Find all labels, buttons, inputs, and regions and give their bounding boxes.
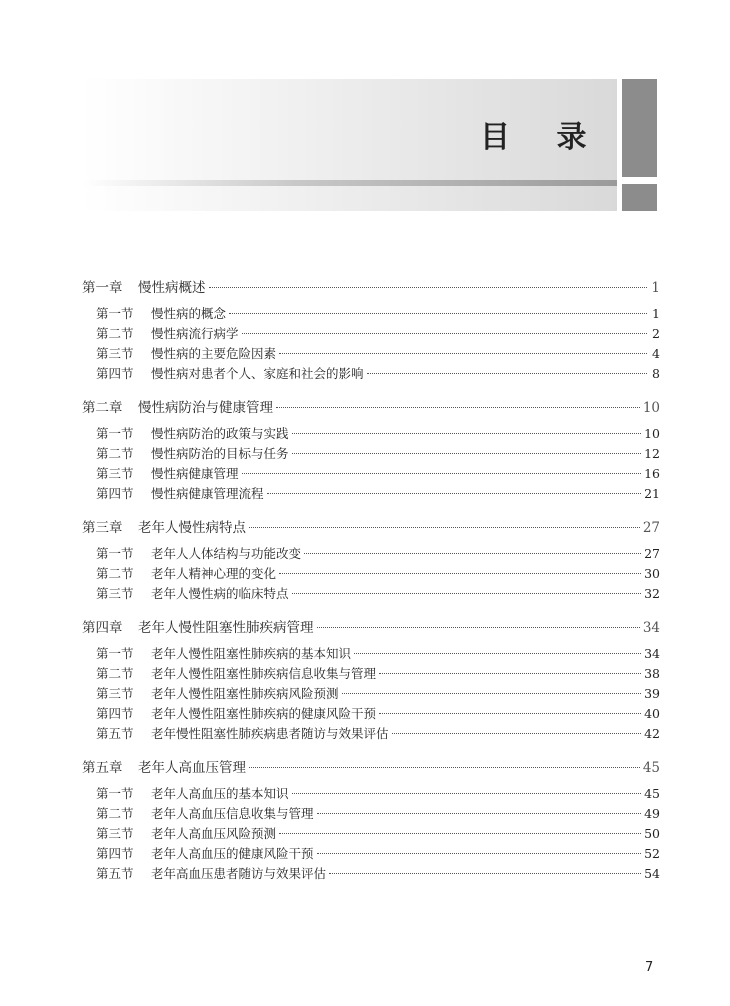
section-title: 老年人高血压的健康风险干预 xyxy=(151,846,314,861)
toc-section-row[interactable] xyxy=(82,804,660,824)
section-number: 第一节 xyxy=(96,546,134,561)
toc-chapter-row[interactable] xyxy=(82,618,660,638)
dot-leader xyxy=(229,313,647,314)
dot-leader xyxy=(379,713,641,714)
chapter-page: 34 xyxy=(642,620,660,636)
chapter-title: 老年人高血压管理 xyxy=(138,760,246,776)
section-title: 慢性病防治的目标与任务 xyxy=(151,446,289,461)
chapter-page: 27 xyxy=(642,520,660,536)
chapter-page: 1 xyxy=(651,280,660,296)
section-title: 慢性病健康管理流程 xyxy=(151,486,264,501)
dot-leader xyxy=(249,767,640,768)
section-number: 第四节 xyxy=(96,486,134,501)
header-stripe xyxy=(82,180,617,186)
section-number: 第五节 xyxy=(96,866,134,881)
section-page: 8 xyxy=(652,366,660,381)
dot-leader xyxy=(367,373,647,374)
toc-section-row[interactable] xyxy=(82,684,660,704)
section-page: 39 xyxy=(644,686,660,701)
toc-section-row[interactable] xyxy=(82,324,660,344)
dot-leader xyxy=(317,813,642,814)
section-page: 12 xyxy=(644,446,660,461)
toc-section-row[interactable] xyxy=(82,564,660,584)
dot-leader xyxy=(354,653,641,654)
section-page: 40 xyxy=(644,706,660,721)
chapter-page: 10 xyxy=(642,400,660,416)
section-number: 第五节 xyxy=(96,726,134,741)
section-number: 第二节 xyxy=(96,326,134,341)
section-title: 慢性病防治的政策与实践 xyxy=(151,426,289,441)
dot-leader xyxy=(392,733,642,734)
section-number: 第三节 xyxy=(96,686,134,701)
section-page: 50 xyxy=(644,826,660,841)
section-number: 第四节 xyxy=(96,846,134,861)
toc-section-row[interactable] xyxy=(82,484,660,504)
toc-section-row[interactable] xyxy=(82,644,660,664)
toc-section-row[interactable] xyxy=(82,784,660,804)
chapter-number: 第一章 xyxy=(82,280,123,296)
toc-chapter-row[interactable] xyxy=(82,758,660,778)
dot-leader xyxy=(267,493,642,494)
toc-section-row[interactable] xyxy=(82,864,660,884)
section-page: 4 xyxy=(652,346,660,361)
toc-section-row[interactable] xyxy=(82,584,660,604)
dot-leader xyxy=(292,793,642,794)
chapter-title: 慢性病防治与健康管理 xyxy=(138,400,273,416)
section-title: 老年人高血压的基本知识 xyxy=(151,786,289,801)
toc-section-row[interactable] xyxy=(82,364,660,384)
section-title: 慢性病的概念 xyxy=(151,306,227,321)
dot-leader xyxy=(317,627,640,628)
section-title: 老年人精神心理的变化 xyxy=(151,566,277,581)
dot-leader xyxy=(276,407,640,408)
section-title: 老年人慢性阻塞性肺疾病风险预测 xyxy=(151,686,339,701)
section-page: 16 xyxy=(644,466,660,481)
section-title: 慢性病对患者个人、家庭和社会的影响 xyxy=(151,366,364,381)
section-number: 第二节 xyxy=(96,566,134,581)
toc-section-row[interactable] xyxy=(82,464,660,484)
chapter-number: 第三章 xyxy=(82,520,123,536)
section-page: 49 xyxy=(644,806,660,821)
chapter-number: 第四章 xyxy=(82,620,123,636)
dot-leader xyxy=(292,593,642,594)
section-page: 27 xyxy=(644,546,660,561)
toc-section-row[interactable] xyxy=(82,704,660,724)
section-page: 1 xyxy=(652,306,660,321)
section-page: 45 xyxy=(644,786,660,801)
section-number: 第二节 xyxy=(96,666,134,681)
section-title: 老年人人体结构与功能改变 xyxy=(151,546,302,561)
dot-leader xyxy=(292,433,642,434)
toc-section-row[interactable] xyxy=(82,304,660,324)
page-title: 目 录 xyxy=(480,120,605,155)
section-number: 第一节 xyxy=(96,306,134,321)
toc-chapter-row[interactable] xyxy=(82,398,660,418)
section-page: 30 xyxy=(644,566,660,581)
toc-chapter-row[interactable] xyxy=(82,278,660,298)
chapter-title: 老年人慢性阻塞性肺疾病管理 xyxy=(138,620,314,636)
dot-leader xyxy=(317,853,642,854)
section-title: 老年人慢性阻塞性肺疾病的健康风险干预 xyxy=(151,706,377,721)
toc-section-row[interactable] xyxy=(82,824,660,844)
table-of-contents xyxy=(82,278,660,884)
section-title: 慢性病健康管理 xyxy=(151,466,239,481)
toc-section-row[interactable] xyxy=(82,664,660,684)
section-page: 21 xyxy=(644,486,660,501)
dot-leader xyxy=(292,453,642,454)
section-title: 慢性病流行病学 xyxy=(151,326,239,341)
dot-leader xyxy=(209,287,648,288)
section-number: 第二节 xyxy=(96,806,134,821)
section-page: 32 xyxy=(644,586,660,601)
section-page: 54 xyxy=(644,866,660,881)
dot-leader xyxy=(279,353,647,354)
section-page: 52 xyxy=(644,846,660,861)
section-number: 第三节 xyxy=(96,826,134,841)
section-number: 第一节 xyxy=(96,426,134,441)
toc-chapter-row[interactable] xyxy=(82,518,660,538)
toc-section-row[interactable] xyxy=(82,344,660,364)
dot-leader xyxy=(279,573,641,574)
toc-section-row[interactable] xyxy=(82,444,660,464)
section-title: 老年高血压患者随访与效果评估 xyxy=(151,866,327,881)
section-title: 老年慢性阻塞性肺疾病患者随访与效果评估 xyxy=(151,726,389,741)
section-title: 老年人慢性阻塞性肺疾病的基本知识 xyxy=(151,646,352,661)
section-title: 老年人慢性阻塞性肺疾病信息收集与管理 xyxy=(151,666,377,681)
section-page: 2 xyxy=(652,326,660,341)
section-title: 老年人慢性病的临床特点 xyxy=(151,586,289,601)
chapter-page: 45 xyxy=(642,760,660,776)
section-number: 第一节 xyxy=(96,646,134,661)
section-page: 10 xyxy=(644,426,660,441)
section-number: 第一节 xyxy=(96,786,134,801)
section-number: 第二节 xyxy=(96,446,134,461)
dot-leader xyxy=(329,873,641,874)
dot-leader xyxy=(379,673,641,674)
toc-section-row[interactable] xyxy=(82,724,660,744)
dot-leader xyxy=(279,833,641,834)
chapter-title: 慢性病概述 xyxy=(138,280,206,296)
section-number: 第四节 xyxy=(96,366,134,381)
section-page: 34 xyxy=(644,646,660,661)
toc-section-row[interactable] xyxy=(82,544,660,564)
dot-leader xyxy=(304,553,641,554)
header-block-bottom xyxy=(622,184,657,211)
dot-leader xyxy=(242,333,647,334)
section-title: 老年人高血压信息收集与管理 xyxy=(151,806,314,821)
chapter-title: 老年人慢性病特点 xyxy=(138,520,246,536)
chapter-number: 第五章 xyxy=(82,760,123,776)
section-page: 38 xyxy=(644,666,660,681)
dot-leader xyxy=(242,473,642,474)
dot-leader xyxy=(342,693,642,694)
section-number: 第三节 xyxy=(96,586,134,601)
section-page: 42 xyxy=(644,726,660,741)
dot-leader xyxy=(249,527,640,528)
header-block-top xyxy=(622,79,657,177)
section-number: 第三节 xyxy=(96,346,134,361)
section-title: 慢性病的主要危险因素 xyxy=(151,346,277,361)
toc-section-row[interactable] xyxy=(82,424,660,444)
section-number: 第四节 xyxy=(96,706,134,721)
page-number: 7 xyxy=(645,960,654,975)
section-title: 老年人高血压风险预测 xyxy=(151,826,277,841)
chapter-number: 第二章 xyxy=(82,400,123,416)
toc-section-row[interactable] xyxy=(82,844,660,864)
section-number: 第三节 xyxy=(96,466,134,481)
